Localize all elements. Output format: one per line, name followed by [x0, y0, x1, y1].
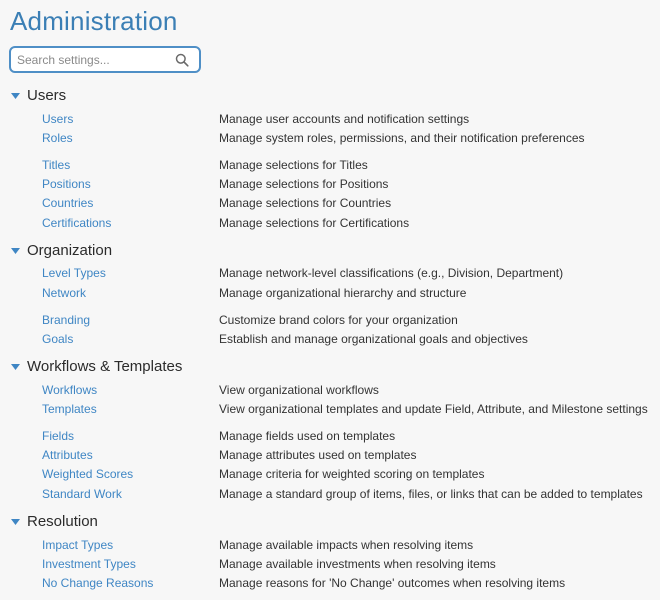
setting-link-attributes[interactable]: Attributes — [42, 448, 93, 462]
list-item — [0, 214, 660, 232]
caret-down-icon[interactable] — [10, 91, 20, 101]
caret-down-icon[interactable] — [10, 517, 20, 527]
setting-description: Manage selections for Countries — [219, 196, 392, 210]
list-item — [0, 175, 660, 193]
setting-link-weighted-scores[interactable]: Weighted Scores — [42, 467, 134, 481]
setting-link-network[interactable]: Network — [42, 286, 87, 300]
section-label: Resolution — [27, 513, 98, 530]
setting-description: Manage a standard group of items, files, or links that can be added to templates — [219, 487, 643, 501]
section-header-workflows-templates[interactable] — [10, 357, 182, 377]
setting-description: Establish and manage organizational goals and objectives — [219, 332, 528, 346]
setting-description: Manage selections for Titles — [219, 158, 368, 172]
page-title: Administration — [10, 6, 178, 36]
setting-description: Manage available impacts when resolving items — [219, 538, 474, 552]
setting-description: View organizational workflows — [219, 383, 379, 397]
list-item — [0, 427, 660, 445]
list-item — [0, 555, 660, 573]
setting-link-templates[interactable]: Templates — [42, 402, 97, 416]
caret-down-icon[interactable] — [10, 246, 20, 256]
list-item — [0, 465, 660, 483]
setting-description: View organizational templates and update Field, Attribute, and Milestone settings — [219, 402, 648, 416]
setting-link-certifications[interactable]: Certifications — [42, 216, 112, 230]
section-label: Users — [27, 87, 67, 104]
list-item — [0, 381, 660, 399]
list-item — [0, 194, 660, 212]
setting-link-fields[interactable]: Fields — [42, 429, 75, 443]
setting-link-standard-work[interactable]: Standard Work — [42, 487, 122, 501]
setting-description: Manage system roles, permissions, and their notification preferences — [219, 131, 585, 145]
setting-description: Manage fields used on templates — [219, 429, 396, 443]
setting-link-goals[interactable]: Goals — [42, 332, 74, 346]
setting-description: Manage attributes used on templates — [219, 448, 417, 462]
search-box[interactable] — [9, 46, 201, 73]
list-item — [0, 110, 660, 128]
search-input[interactable] — [11, 53, 171, 67]
setting-description: Manage organizational hierarchy and structure — [219, 286, 467, 300]
setting-link-impact-types[interactable]: Impact Types — [42, 538, 114, 552]
section-header-resolution[interactable] — [10, 512, 98, 532]
setting-link-countries[interactable]: Countries — [42, 196, 94, 210]
setting-description: Manage criteria for weighted scoring on templates — [219, 467, 485, 481]
setting-link-no-change-reasons[interactable]: No Change Reasons — [42, 576, 154, 590]
setting-description: Manage available investments when resolving items — [219, 557, 496, 571]
section-header-organization[interactable] — [10, 241, 112, 261]
setting-link-branding[interactable]: Branding — [42, 313, 91, 327]
setting-description: Manage selections for Certifications — [219, 216, 410, 230]
section-label: Workflows & Templates — [27, 358, 183, 375]
list-item — [0, 284, 660, 302]
setting-link-positions[interactable]: Positions — [42, 177, 91, 191]
setting-description: Customize brand colors for your organization — [219, 313, 458, 327]
list-item — [0, 536, 660, 554]
list-item — [0, 446, 660, 464]
setting-description: Manage selections for Positions — [219, 177, 389, 191]
section-label: Organization — [27, 242, 113, 259]
list-item — [0, 264, 660, 282]
setting-description: Manage network-level classifications (e.g., Division, Department) — [219, 266, 564, 280]
list-item — [0, 311, 660, 329]
setting-link-titles[interactable]: Titles — [42, 158, 71, 172]
setting-description: Manage user accounts and notification settings — [219, 112, 470, 126]
list-item — [0, 485, 660, 503]
setting-link-roles[interactable]: Roles — [42, 131, 73, 145]
setting-link-users[interactable]: Users — [42, 112, 74, 126]
search-icon[interactable] — [171, 49, 193, 71]
section-header-users[interactable] — [10, 86, 66, 106]
setting-link-investment-types[interactable]: Investment Types — [42, 557, 136, 571]
list-item — [0, 330, 660, 348]
caret-down-icon[interactable] — [10, 362, 20, 372]
list-item — [0, 129, 660, 147]
setting-link-level-types[interactable]: Level Types — [42, 266, 106, 280]
list-item — [0, 156, 660, 174]
setting-link-workflows[interactable]: Workflows — [42, 383, 98, 397]
list-item — [0, 574, 660, 592]
list-item — [0, 400, 660, 418]
setting-description: Manage reasons for 'No Change' outcomes when resolving items — [219, 576, 566, 590]
